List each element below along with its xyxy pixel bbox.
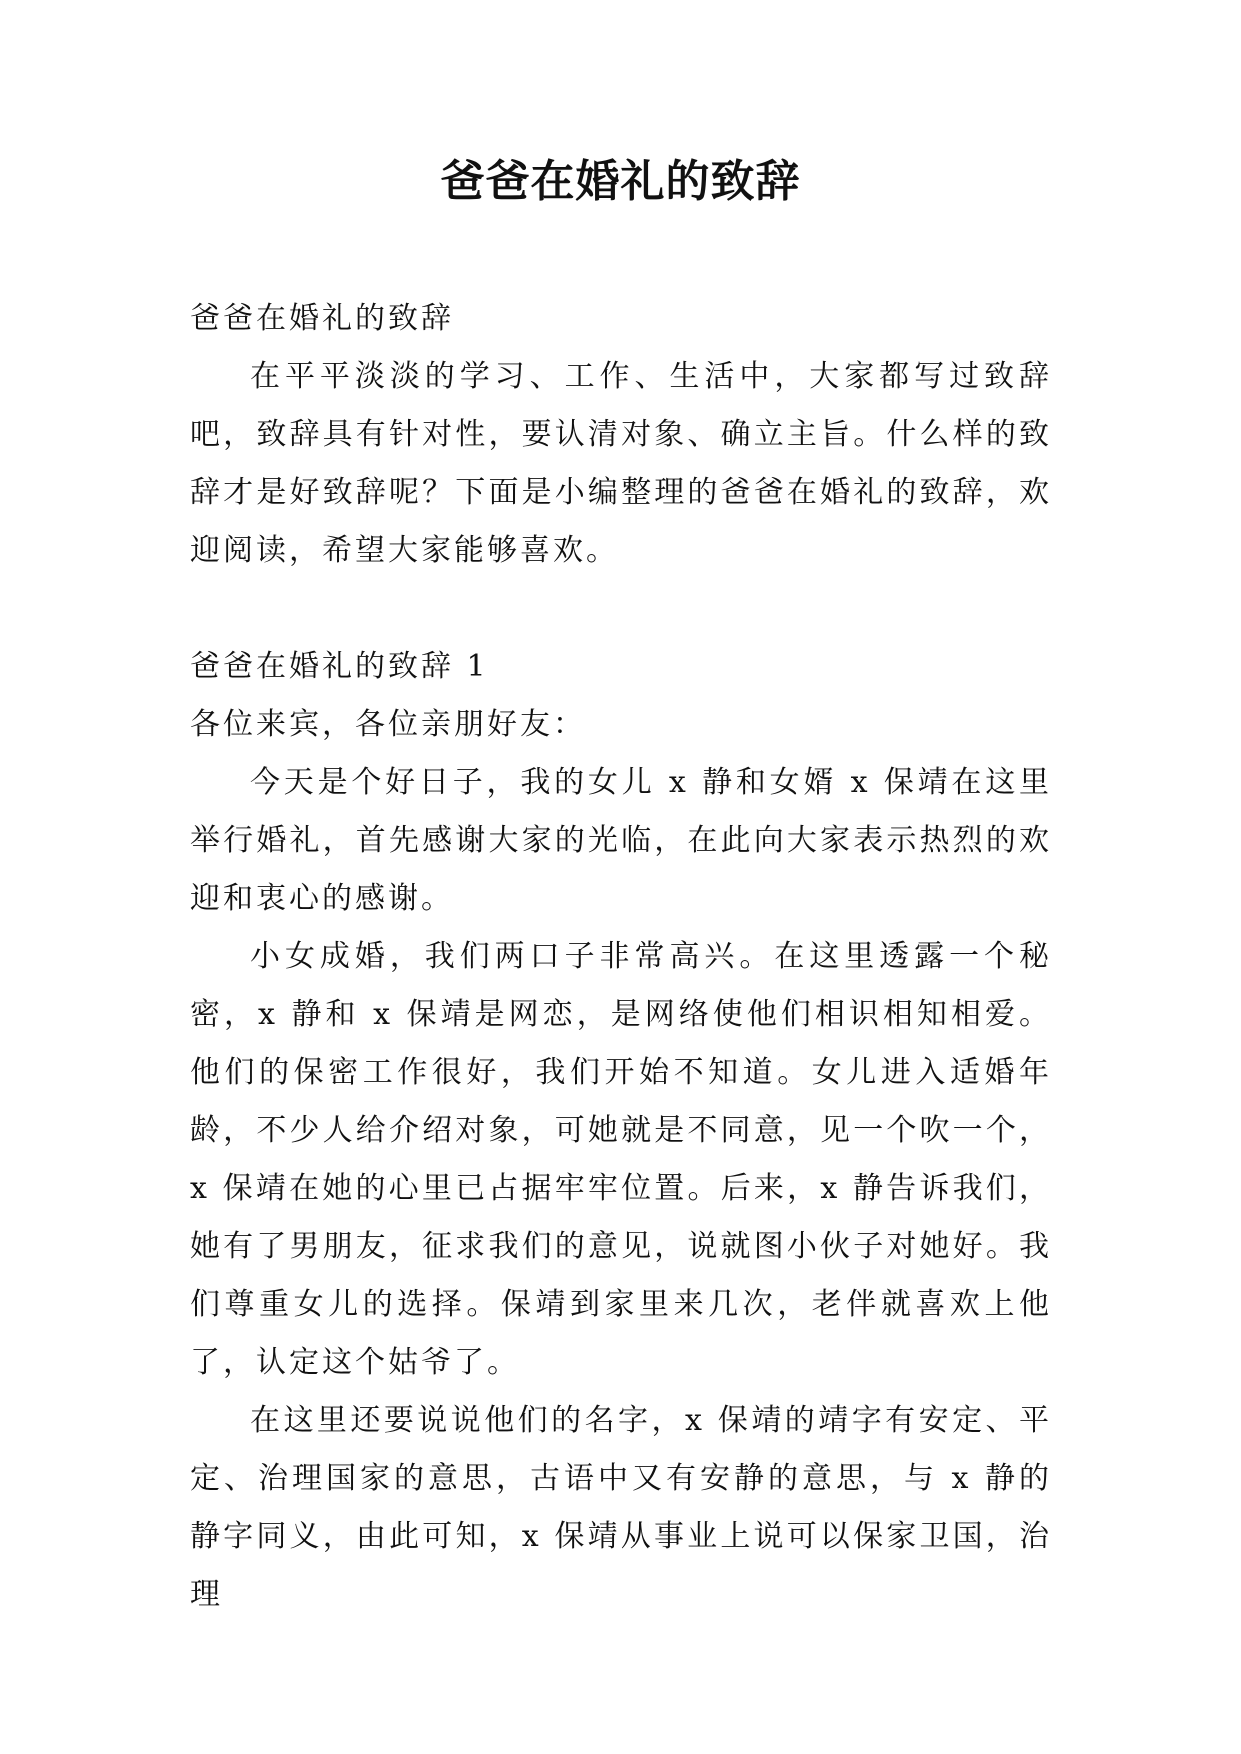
- section-heading: 爸爸在婚礼的致辞 1: [190, 649, 489, 684]
- body-paragraph-1: 今天是个好日子，我的女儿 x 静和女婿 x 保靖在这里举行婚礼，首先感谢大家的光临，在此向大家表示热烈的欢迎和衷心的感谢。: [190, 765, 1052, 916]
- subtitle: 爸爸在婚礼的致辞: [190, 301, 454, 336]
- salutation: 各位来宾，各位亲朋好友：: [190, 707, 586, 742]
- body-paragraph-3: 在这里还要说说他们的名字，x 保靖的靖字有安定、平定、治理国家的意思，古语中又有安静的意思，与 x 静的静字同义，由此可知，x 保靖从事业上说可以保家卫国，治理: [190, 1403, 1052, 1612]
- document-body: [190, 290, 1052, 1624]
- body-paragraph-2: 小女成婚，我们两口子非常高兴。在这里透露一个秘密，x 静和 x 保靖是网恋，是网络使他们相识相知相爱。他们的保密工作很好，我们开始不知道。女儿进入适婚年龄，不少人给介绍对象，可她就是不同意，见一个吹一个，x 保靖在她的心里已占据牢牢位置。后来，x 静告诉我们，她有了男朋友，征求我们的意见，说就图小伙子对她好。我们尊重女儿的选择。保靖到家里来几次，老伴就喜欢上他了，认定这个姑爷了。: [190, 939, 1052, 1380]
- paragraph-spacer: [190, 580, 1052, 638]
- document-title: 爸爸在婚礼的致辞: [440, 156, 801, 207]
- intro-paragraph: 在平平淡淡的学习、工作、生活中，大家都写过致辞吧，致辞具有针对性，要认清对象、确立主旨。什么样的致辞才是好致辞呢？下面是小编整理的爸爸在婚礼的致辞，欢迎阅读，希望大家能够喜欢。: [190, 359, 1052, 568]
